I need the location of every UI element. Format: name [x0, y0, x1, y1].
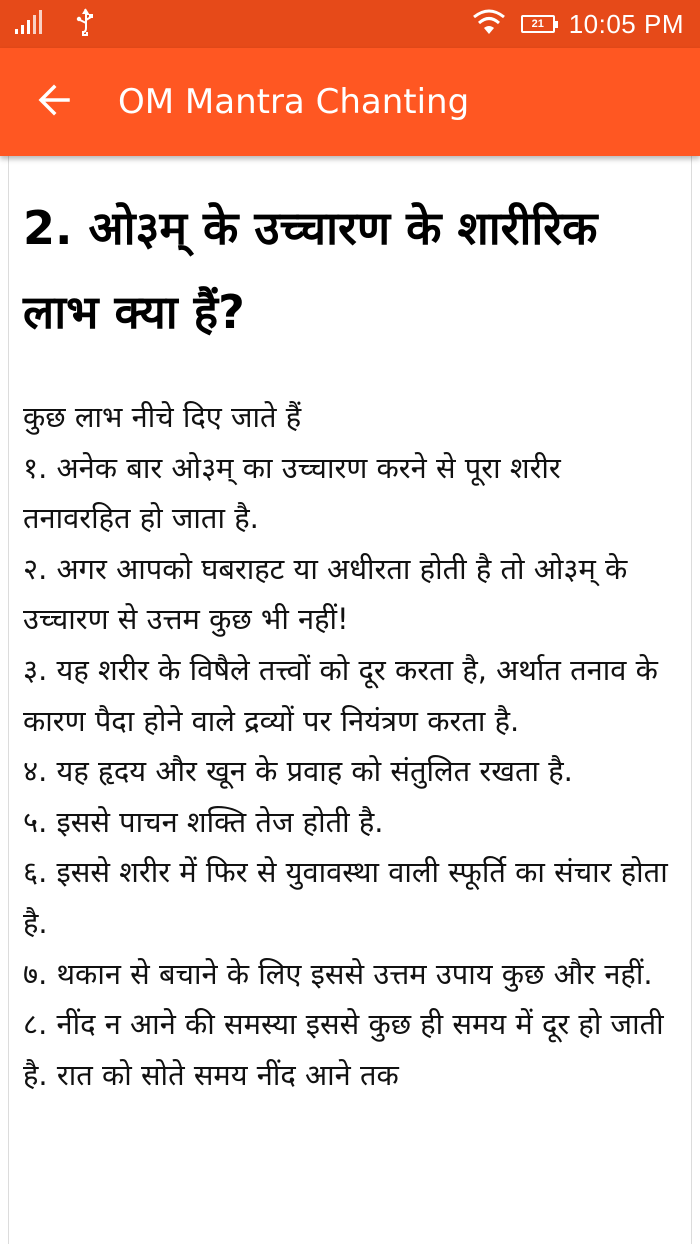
article-body	[23, 392, 673, 1100]
signal-icon	[14, 9, 48, 39]
benefit-item: ३. यह शरीर के विषैले तत्त्वों को दूर करता है, अर्थात तनाव के कारण पैदा होने वाले द्रव्यों पर नियंत्रण करता है.	[23, 652, 658, 738]
battery-icon	[521, 15, 555, 33]
status-time: 10:05 PM	[568, 8, 684, 39]
status-right	[471, 6, 684, 42]
status-bar	[0, 0, 700, 48]
article-heading: 2. ओ३म् के उच्चारण के शारीरिक लाभ क्या हैं?	[23, 201, 598, 339]
benefit-item: ७. थकान से बचाने के लिए इससे उत्तम उपाय कुछ और नहीं.	[23, 956, 653, 991]
arrow-back-icon	[38, 84, 70, 120]
app-title: OM Mantra Chanting	[118, 82, 470, 122]
back-button[interactable]	[22, 70, 86, 134]
benefit-item: ४. यह हृदय और खून के प्रवाह को संतुलित रखता है.	[23, 754, 573, 789]
status-left	[14, 10, 94, 38]
article-content[interactable]	[8, 156, 692, 1244]
benefit-item: ८. नींद न आने की समस्या इससे कुछ ही समय में दूर हो जाती है. रात को सोते समय नींद आने तक	[23, 1007, 664, 1092]
benefit-item: ५. इससे पाचन शक्ति तेज होती है.	[23, 804, 384, 839]
wifi-icon	[471, 8, 507, 40]
usb-icon	[76, 8, 94, 40]
benefit-item: २. अगर आपको घबराहट या अधीरता होती है तो ओ३म् के उच्चारण से उत्तम कुछ भी नहीं!	[23, 551, 628, 637]
benefit-item: १. अनेक बार ओ३म् का उच्चारण करने से पूरा शरीर तनावरहित हो जाता है.	[23, 450, 561, 536]
app-bar	[0, 48, 700, 156]
benefit-item: ६. इससे शरीर में फिर से युवावस्था वाली स्फूर्ति का संचार होता है.	[23, 855, 668, 940]
article-intro: कुछ लाभ नीचे दिए जाते हैं	[23, 400, 302, 434]
battery-level: 21	[531, 17, 544, 30]
